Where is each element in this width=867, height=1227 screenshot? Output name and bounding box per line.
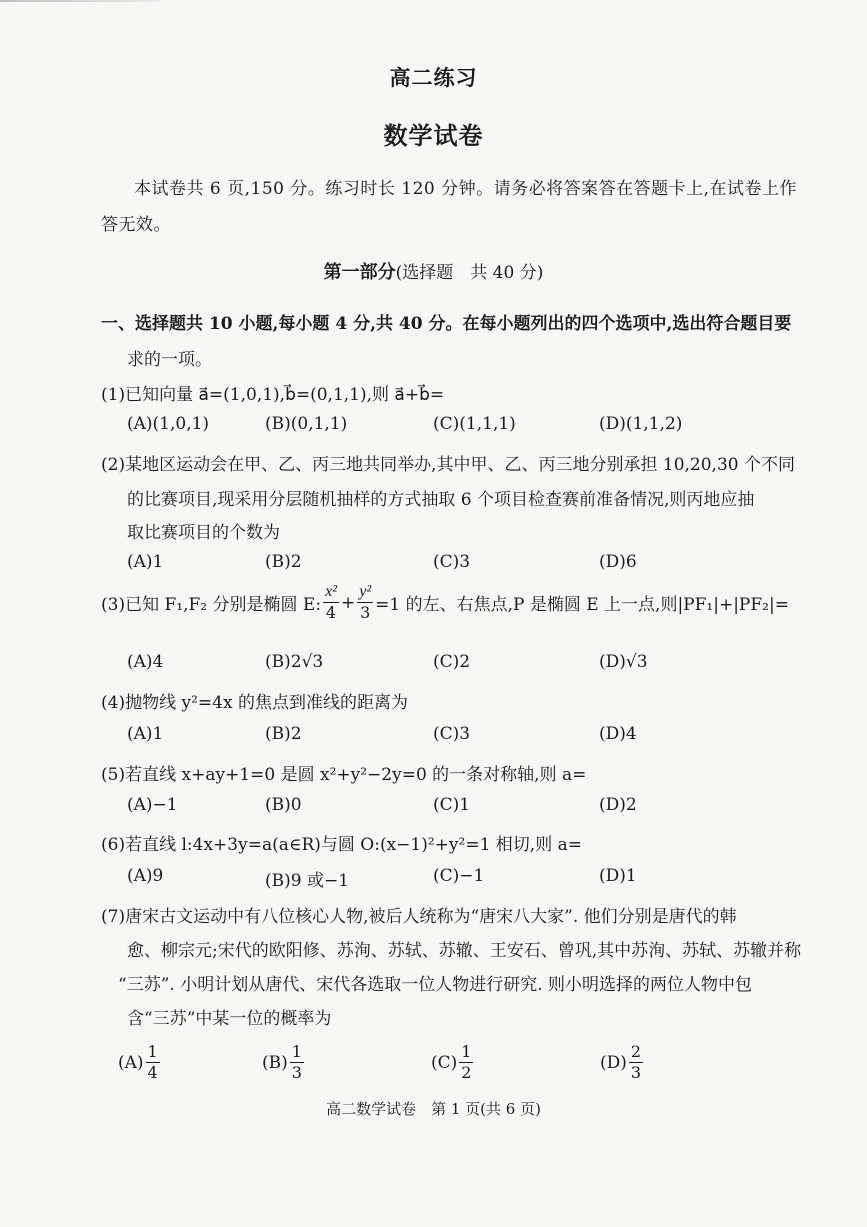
q2-option-a: (A)1 [127,552,164,572]
q7-option-a-num: 1 [147,1042,158,1061]
q7-option-b-label: (B) [262,1052,288,1073]
q7-option-c-label: (C) [431,1052,458,1073]
q7-option-d-label: (D) [600,1052,627,1073]
q7-option-d-den: 3 [630,1063,642,1082]
exam-title: 数学试卷 [383,121,484,150]
q4-option-b: (B)2 [265,724,302,744]
section-detail: (选择题 共 40 分) [395,263,544,283]
q5-option-a: (A)−1 [127,795,178,815]
q5-option-c: (C)1 [433,795,471,815]
part-instruction-line-1: 一、选择题共 10 小题,每小题 4 分,共 40 分。在每小题列出的四个选项中,选出符合题目要 [101,314,792,334]
q5-option-d: (D)2 [599,795,637,815]
q3-option-b: (B)2√3 [265,652,324,672]
q2-option-b: (B)2 [265,552,302,572]
q7-option-a-den: 4 [147,1063,158,1082]
q6-option-d: (D)1 [599,866,637,886]
exam-subtitle: 高二练习 [389,65,478,90]
scan-artifact [0,0,160,2]
q3-frac2-num: y² [357,584,373,603]
q6-option-b: (B)9 或−1 [265,871,350,891]
question-3-stem [101,584,789,621]
q4-option-d: (D)4 [599,724,637,744]
q5-option-b: (B)0 [265,795,302,815]
q3-frac2-den: 3 [360,603,371,622]
question-2-line-3: 取比赛项目的个数为 [127,523,280,543]
section-heading [0,258,867,284]
q4-option-a: (A)1 [127,724,164,744]
question-7-line-2: 愈、柳宗元;宋代的欧阳修、苏洵、苏轼、苏辙、王安石、曾巩,其中苏洵、苏轼、苏辙并称 [127,941,802,961]
q6-option-c: (C)−1 [433,866,485,886]
page-footer: 高二数学试卷 第 1 页(共 6 页) [326,1100,541,1118]
q3-stem-after: =1 的左、右焦点,P 是椭圆 E 上一点,则|PF₁|+|PF₂|= [375,595,789,615]
q1-option-d: (D)(1,1,2) [599,414,683,434]
q3-option-a: (A)4 [127,652,164,672]
question-4-stem: (4)抛物线 y²=4x 的焦点到准线的距离为 [101,693,408,713]
q3-stem-before: (3)已知 F₁,F₂ 分别是椭圆 E: [101,595,322,615]
q7-option-c [431,1044,475,1081]
section-name: 第一部分 [323,262,396,283]
q7-option-b-num: 1 [291,1042,302,1061]
question-2-line-2: 的比赛项目,现采用分层随机抽样的方式抽取 6 个项目检查赛前准备情况,则丙地应抽 [127,490,755,510]
intro-line-2: 答无效。 [101,215,171,235]
part-instruction-line-2: 求的一项。 [127,350,212,370]
q7-option-a-label: (A) [118,1052,144,1073]
q3-option-c: (C)2 [433,652,471,672]
question-1-stem: (1)已知向量 a⃗=(1,0,1),b⃗=(0,1,1),则 a⃗+b⃗= [101,385,445,405]
q4-option-c: (C)3 [433,724,471,744]
q7-option-d-num: 2 [630,1042,642,1061]
question-7-line-3: “三苏”. 小明计划从唐代、宋代各选取一位人物进行研究. 则小明选择的两位人物中包 [118,975,752,995]
question-5-stem: (5)若直线 x+ay+1=0 是圆 x²+y²−2y=0 的一条对称轴,则 a= [101,765,587,785]
q3-fraction-x [323,584,339,621]
question-7-line-4: 含“三苏”中某一位的概率为 [127,1009,332,1029]
q2-option-d: (D)6 [599,552,637,572]
q3-option-d: (D)√3 [599,652,648,672]
q3-frac1-num: x² [323,584,339,603]
q6-option-a: (A)9 [127,866,164,886]
q7-option-b-den: 3 [291,1063,302,1082]
q3-plus: + [340,592,356,613]
question-6-stem: (6)若直线 l:4x+3y=a(a∈R)与圆 O:(x−1)²+y²=1 相切,则 a= [101,835,582,855]
question-7-line-1: (7)唐宋古文运动中有八位核心人物,被后人统称为“唐宋八大家”. 他们分别是唐代的韩 [101,907,737,927]
q7-option-c-den: 2 [461,1063,472,1082]
q1-option-b: (B)(0,1,1) [265,414,348,434]
q1-option-a: (A)(1,0,1) [127,414,210,434]
q7-option-a [118,1044,162,1081]
q1-option-c: (C)(1,1,1) [433,414,516,434]
q3-frac1-den: 4 [325,603,337,622]
q7-option-c-num: 1 [461,1042,472,1061]
q7-option-b [262,1044,306,1081]
q3-fraction-y [357,584,373,621]
q7-option-d [600,1044,645,1081]
intro-line-1: 本试卷共 6 页,150 分。练习时长 120 分钟。请务必将答案答在答题卡上,在试卷上作 [134,179,798,199]
question-2-line-1: (2)某地区运动会在甲、乙、丙三地共同举办,其中甲、乙、丙三地分别承担 10,20,30 个不同 [101,455,795,475]
q2-option-c: (C)3 [433,552,471,572]
